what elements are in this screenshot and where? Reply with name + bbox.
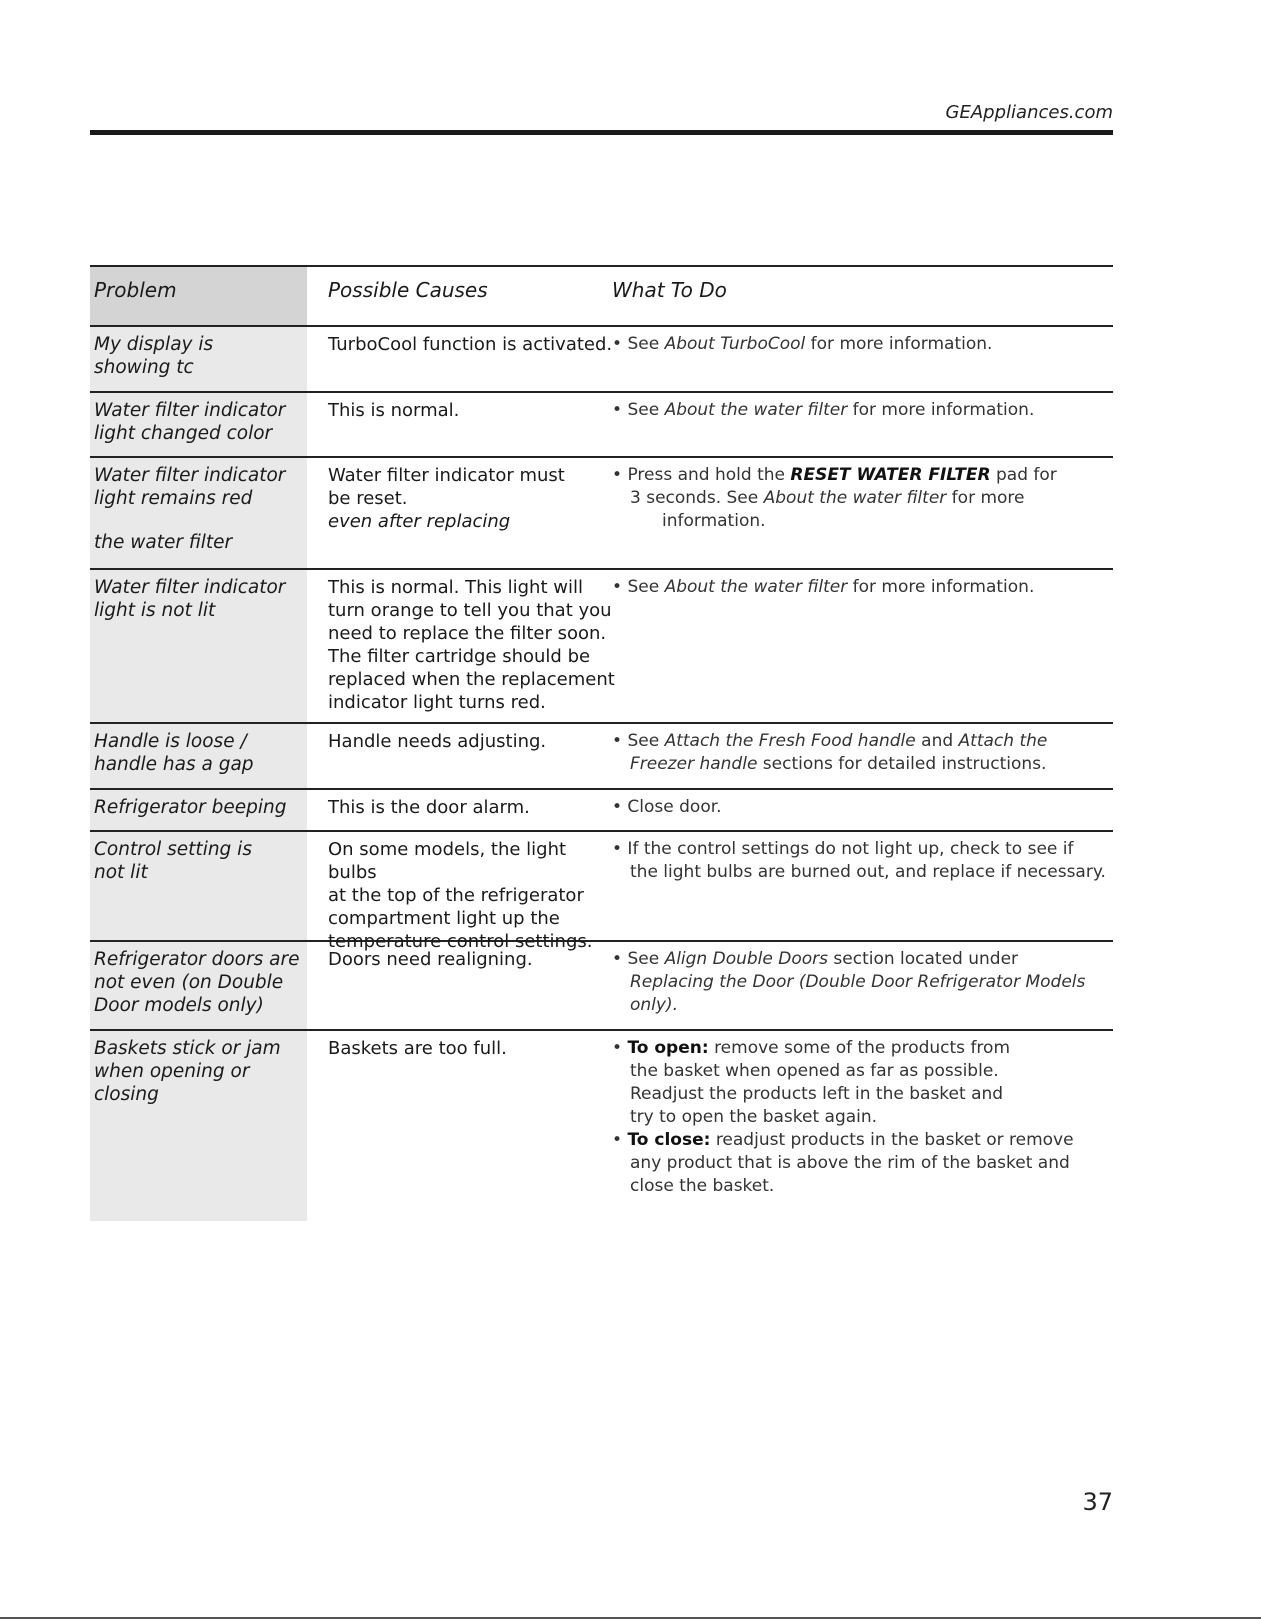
table-row [90, 393, 1113, 458]
problem-cell: Refrigerator doors are not even (on Double Door models only) [90, 942, 307, 1029]
table-row [90, 570, 1113, 724]
todo-cell: • See About the water filter for more information. [612, 400, 1035, 420]
todo-cell: • To open: remove some of the products from the basket when opened as far as possible. Readjust the products left in the basket and try to open the basket again. • To close: readjust products in the basket or remove any product that is above the rim of the basket and close the basket. [612, 1038, 1074, 1196]
problem-cell: Baskets stick or jam when opening or closing [90, 1031, 307, 1221]
table-row [90, 942, 1113, 1031]
header-problem: Problem [90, 267, 307, 325]
header-todo: What To Do [612, 278, 727, 302]
header-causes: Possible Causes [328, 278, 488, 302]
causes-cell: Doors need realigning. [328, 949, 533, 970]
table-row [90, 1031, 1113, 1221]
todo-cell: • See Attach the Fresh Food handle and Attach the Freezer handle sections for detailed instructions. [612, 731, 1048, 774]
page-number: 37 [1082, 1488, 1113, 1516]
causes-cell: Water filter indicator must be reset. even after replacing [328, 465, 565, 532]
causes-cell: This is normal. This light will turn orange to tell you that you need to replace the filter soon. The filter cartridge should be replaced when the replacement indicator light turns red. [328, 577, 615, 713]
problem-cell: Water filter indicator light remains red the water filter [90, 458, 307, 568]
problem-cell: Handle is loose / handle has a gap [90, 724, 307, 788]
header-rule [90, 130, 1113, 135]
todo-cell: • See Align Double Doors section located under Replacing the Door (Double Door Refrigerator Models only). [612, 949, 1086, 1015]
problem-cell: Refrigerator beeping [90, 790, 307, 830]
problem-cell: Water filter indicator light is not lit [90, 570, 307, 722]
problem-cell: Water filter indicator light changed color [90, 393, 307, 456]
todo-cell: • Close door. [612, 797, 722, 817]
troubleshooting-table [90, 265, 1113, 1221]
causes-cell: On some models, the light bulbs at the top of the refrigerator compartment light up the temperature control settings. [328, 839, 593, 952]
bottom-rule [0, 1617, 1261, 1619]
table-header [90, 265, 1113, 327]
problem-cell: Control setting is not lit [90, 832, 307, 940]
table-row [90, 458, 1113, 570]
problem-cell: My display is showing tc [90, 327, 307, 391]
causes-cell: TurboCool function is activated. [328, 334, 613, 355]
todo-cell: • See About TurboCool for more information. [612, 334, 993, 354]
table-row [90, 832, 1113, 952]
site-url: GEAppliances.com [945, 102, 1113, 123]
causes-cell: This is normal. [328, 400, 460, 421]
causes-cell: Baskets are too full. [328, 1038, 507, 1059]
causes-cell: Handle needs adjusting. [328, 731, 547, 752]
table-row [90, 327, 1113, 393]
todo-cell: • Press and hold the RESET WATER FILTER pad for 3 seconds. See About the water filter for more information. [612, 465, 1057, 531]
todo-cell: • See About the water filter for more information. [612, 577, 1035, 597]
todo-cell: • If the control settings do not light up, check to see if the light bulbs are burned out, and replace if necessary. [612, 839, 1106, 882]
causes-cell: This is the door alarm. [328, 797, 530, 818]
table-row [90, 790, 1113, 832]
table-row [90, 724, 1113, 790]
